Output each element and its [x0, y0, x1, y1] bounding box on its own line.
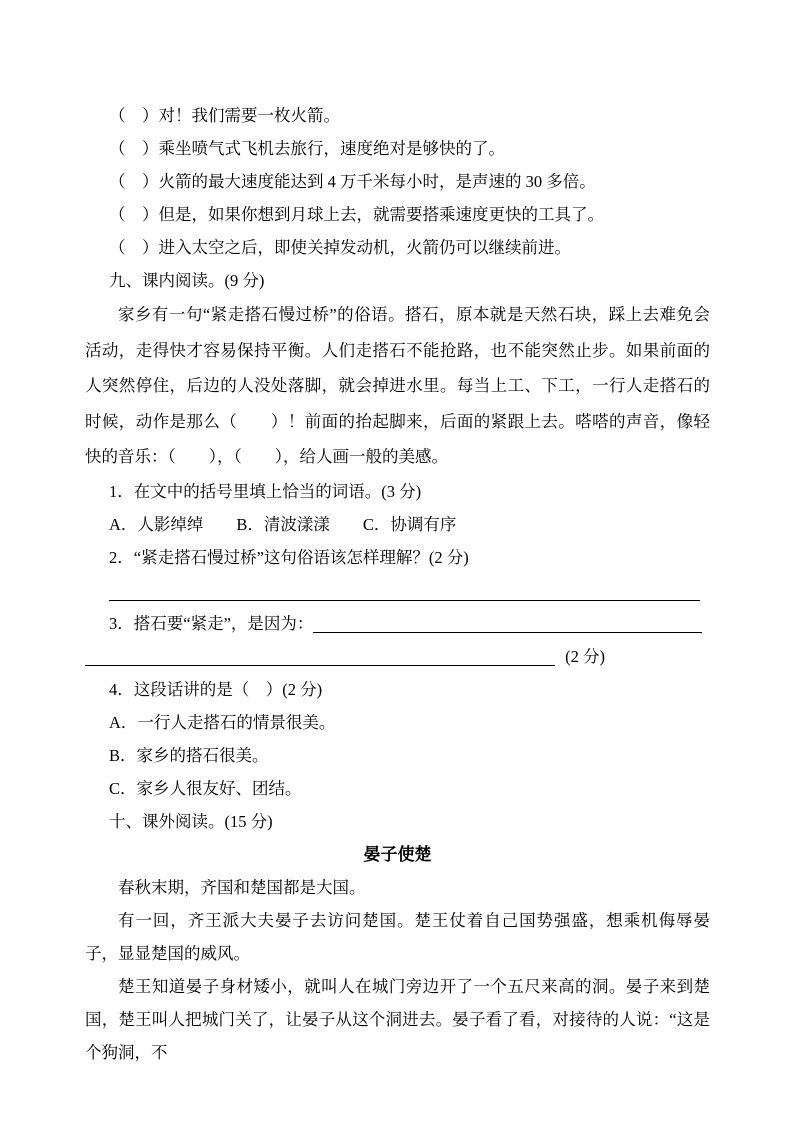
question-4-option: B．家乡的搭石很美。 [109, 745, 269, 765]
section-nine-heading: 九、课内阅读。(9 分) [109, 271, 265, 290]
article-paragraph: 有一回，齐王派大夫晏子去访问楚国。楚王仗着自己国势强盛，想乘机侮辱晏子，显显楚国的威风。 [85, 910, 710, 963]
score-label: (2 分) [565, 646, 605, 666]
question-3-text: 3．搭石要“紧走”，是因为： [109, 613, 314, 633]
reading-passage: 家乡有一句“紧走搭石慢过桥”的俗语。搭石，原本就是天然石块，踩上去难免会活动，走得快才容易保持平衡。人们走搭石不能抢路，也不能突然止步。如果前面的人突然停住，后边的人没处落脚，就会掉进水里。每当上工、下工，一行人走搭石的时候，动作是那么（ ）！前面的抬起脚来，后面的紧跟上去。嗒嗒的声音，像轻快的音乐：（ ），（ ），给人画一般的美感。 [85, 305, 710, 466]
answer-blank-line [85, 640, 605, 673]
answer-rule [109, 600, 700, 601]
question-3 [85, 607, 710, 640]
ordering-item: （ ）但是，如果你想到月球上去，就需要搭乘速度更快的工具了。 [109, 205, 604, 224]
question-2: 2．“紧走搭石慢过桥”这句俗语该怎样理解？(2 分) [109, 547, 469, 567]
article-paragraph: 楚王知道晏子身材矮小，就叫人在城门旁边开了一个五尺来高的洞。晏子来到楚国，楚王叫人把城门关了，让晏子从这个洞进去。晏子看了看，对接待的人说：“这是个狗洞，不 [85, 976, 710, 1062]
answer-blank-line [85, 574, 710, 607]
ordering-item: （ ）进入太空之后，即使关掉发动机，火箭仍可以继续前进。 [109, 238, 571, 257]
ordering-item: （ ）对！我们需要一枚火箭。 [109, 106, 340, 125]
question-1-options: A．人影绰绰 B．清波漾漾 C．协调有序 [109, 514, 457, 534]
answer-rule [313, 607, 702, 633]
article-title: 晏子使楚 [363, 844, 432, 864]
question-4-option: A．一行人走搭石的情景很美。 [109, 712, 336, 732]
question-1: 1．在文中的括号里填上恰当的词语。(3 分) [109, 481, 422, 501]
ordering-item: （ ）火箭的最大速度能达到 4 万千米每小时，是声速的 30 多倍。 [109, 172, 596, 191]
answer-rule [85, 640, 555, 666]
article-paragraph: 春秋末期，齐国和楚国都是大国。 [118, 877, 366, 897]
ordering-item: （ ）乘坐喷气式飞机去旅行，速度绝对是够快的了。 [109, 139, 505, 158]
section-ten-heading: 十、课外阅读。(15 分) [109, 811, 273, 831]
sentence-ordering-list [85, 99, 710, 264]
question-4-option: C．家乡人很友好、团结。 [109, 778, 302, 798]
question-4: 4．这段话讲的是（ ）(2 分) [109, 679, 323, 699]
